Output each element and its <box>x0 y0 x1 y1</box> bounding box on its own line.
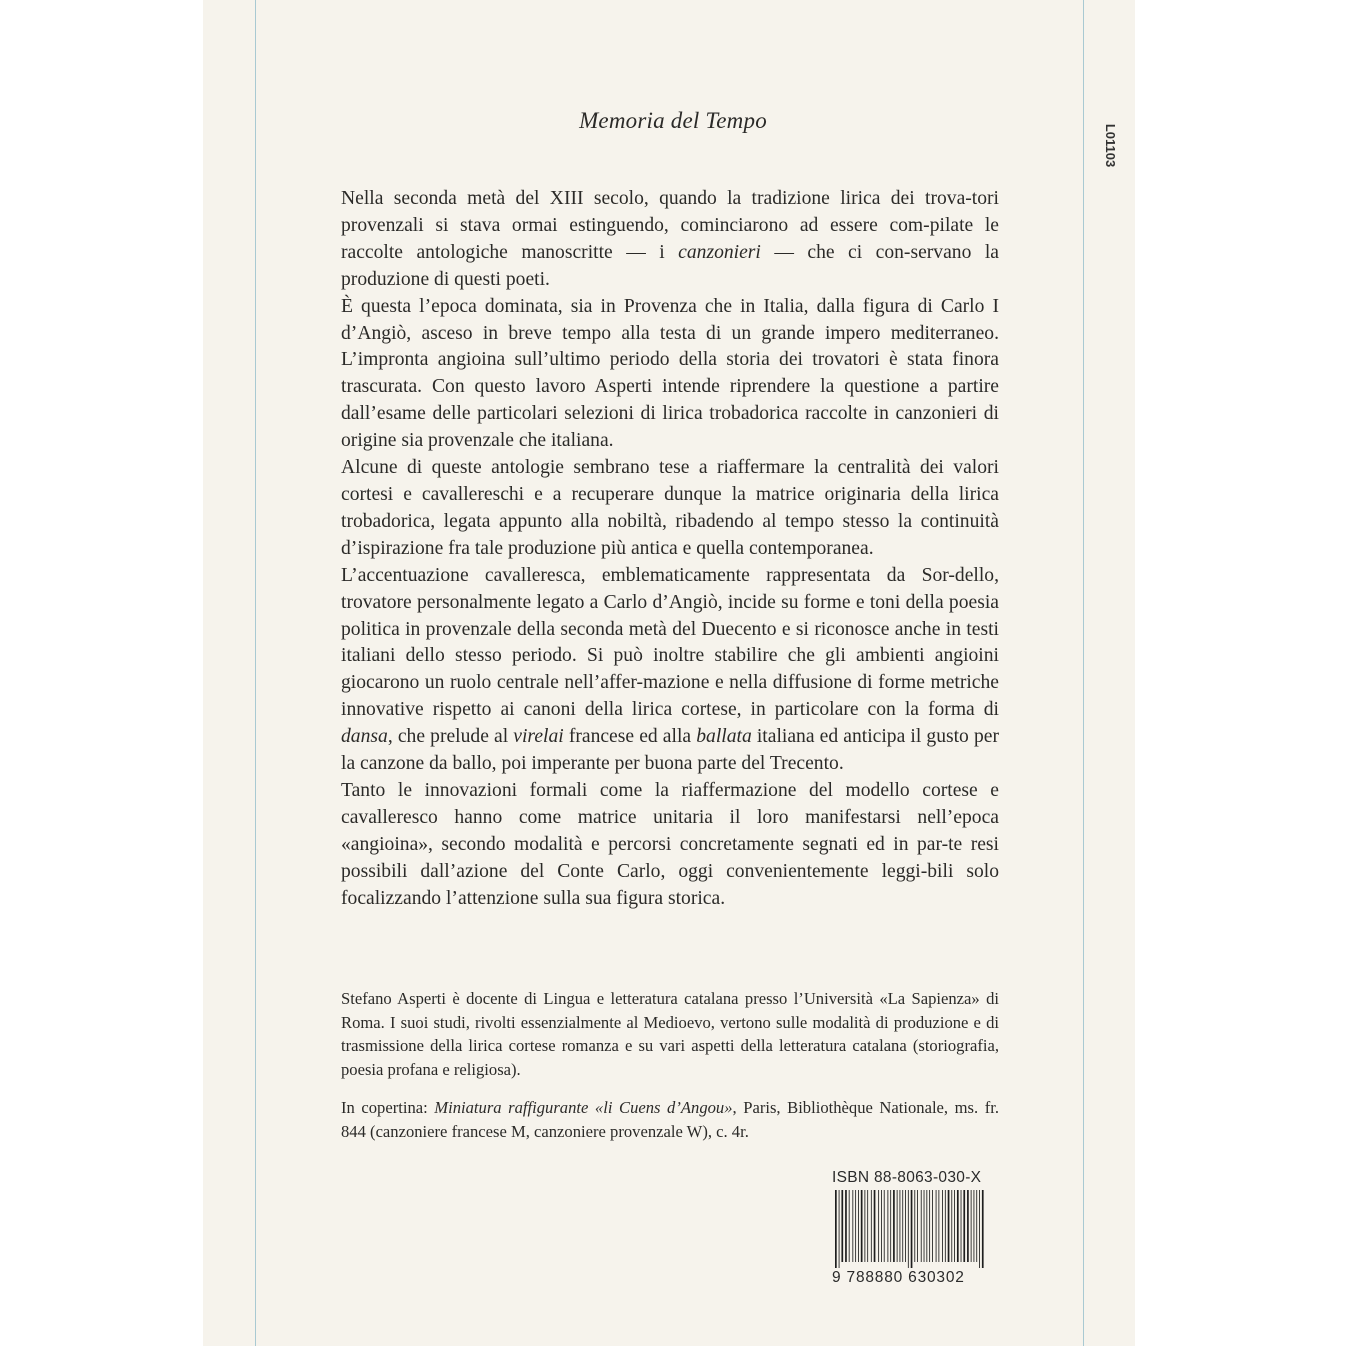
barcode-bar <box>945 1190 946 1262</box>
barcode-bar <box>890 1190 891 1262</box>
cover-credit-title: Miniatura raffigurante «li Cuens d’Angou» <box>434 1098 733 1117</box>
blurb-text-run: italiana ed anticipa il gusto per la canzone da ballo, poi imperante per buona parte del Trecento. <box>341 726 999 775</box>
barcode-bar <box>897 1190 898 1262</box>
barcode-bar <box>905 1190 906 1262</box>
cover-credit-prefix: In copertina: <box>341 1098 435 1117</box>
barcode-bar <box>874 1190 876 1262</box>
blurb-italic-term: dansa <box>341 726 388 748</box>
blurb-text-run: È questa l’epoca dominata, sia in Provenza che in Italia, dalla figura di Carlo I d’Angiò, asceso in breve tempo alla testa di un grande impero mediterraneo. L’impronta angioina sull’ultimo periodo della storia dei trovatori è stata finora trascurata. Con questo lavoro Asperti intende riprendere la questione a partire dall’esame delle particolari selezioni di lirica trobadorica raccolte in canzonieri di origine sia provenzale che italiana. <box>341 295 999 452</box>
barcode-bar <box>858 1190 859 1262</box>
barcode-bar <box>954 1190 955 1262</box>
barcode-bar <box>961 1190 962 1262</box>
barcode-bar <box>884 1190 885 1262</box>
cover-credit-rest: , Paris, Bibliothèque Nationale, ms. fr. 844 (canzoniere francese M, canzoniere provenzale W), c. 4r. <box>341 1098 999 1141</box>
barcode-bar <box>855 1190 856 1262</box>
blurb-text-run: francese ed alla <box>563 726 697 748</box>
barcode-bar <box>938 1190 939 1262</box>
blurb-text-run: Tanto le innovazioni formali come la riaffermazione del modello cortese e cavalleresco hanno come matrice unitaria il loro manifestarsi nell’epoca «angioina», secondo modalità e percorsi concretamente segnati ed in par-te resi possibili dall’azione del Conte Carlo, oggi convenientemente leggi-bili solo focalizzando l’attenzione sulla sua figura storica. <box>341 779 999 909</box>
isbn-label: ISBN 88-8063-030-X <box>832 1169 982 1186</box>
cover-credit-paragraph <box>341 1096 999 1143</box>
barcode-bar <box>951 1190 952 1262</box>
barcode-bar <box>845 1190 847 1262</box>
barcode-bar <box>878 1190 879 1262</box>
side-code-text: L01103 <box>1103 123 1119 167</box>
barcode-bar <box>982 1190 984 1268</box>
barcode-bar <box>887 1190 888 1262</box>
blurb-paragraph <box>341 563 999 778</box>
barcode-bar <box>942 1190 943 1262</box>
blurb-text-run: , che prelude al <box>387 726 514 748</box>
barcode-image <box>832 1190 1000 1268</box>
left-fold-line <box>255 0 256 1346</box>
barcode-bar <box>908 1190 909 1268</box>
barcode-bar <box>932 1190 933 1262</box>
barcode-bar <box>835 1190 837 1268</box>
cover-credit <box>341 1096 999 1143</box>
author-bio-paragraph: Stefano Asperti è docente di Lingua e letteratura catalana presso l’Università «La Sapienza» di Roma. I suoi studi, rivolti essenzialmente al Medioevo, vertono sulle modalità di produzione e di trasmissione della lirica cortese romanza e su vari aspetti della letteratura catalana (storiografia, poesia profana e religiosa). <box>341 989 999 1079</box>
barcode-bar <box>841 1190 843 1262</box>
blurb-text-run: Alcune di queste antologie sembrano tese a riaffermare la centralità dei valori cortesi e cavallereschi e a recuperare dunque la matrice originaria della lirica trobadorica, legata appunto alla nobiltà, ribadendo al tempo stesso la continuità d’ispirazione fra tale produzione più antica e quella contemporanea. <box>341 457 999 559</box>
barcode-bar <box>971 1190 972 1262</box>
barcode-bar <box>979 1190 980 1268</box>
barcode-bar <box>957 1190 959 1262</box>
series-title: Memoria del Tempo <box>579 108 767 133</box>
blurb-paragraph <box>341 455 999 563</box>
barcode-bar <box>849 1190 850 1262</box>
barcode-bar <box>967 1190 969 1262</box>
barcode-bar <box>852 1190 853 1262</box>
barcode-bar <box>917 1190 918 1262</box>
blurb-text-run: L’accentuazione cavalleresca, emblematicamente rappresentata da Sor-dello, trovatore personalmente legato a Carlo d’Angiò, incide su forme e toni della poesia politica in provenzale della seconda metà del Duecento e si riconosce anche in testi italiani dello stesso periodo. Si può inoltre stabilire che gli ambienti angioini giocarono un ruolo centrale nell’affer-mazione e nella diffusione di forme metriche innovative rispetto ai canoni della lirica cortese, in particolare con la forma di <box>341 564 999 721</box>
barcode-bar <box>921 1190 922 1262</box>
barcode-bar <box>839 1190 840 1268</box>
barcode-bar <box>861 1190 863 1262</box>
author-bio <box>341 987 999 1081</box>
blurb-paragraph <box>341 778 999 913</box>
barcode-bar <box>911 1190 913 1268</box>
side-code-label <box>1098 114 1124 176</box>
barcode-bar <box>976 1190 977 1262</box>
barcode-bar <box>914 1190 915 1262</box>
barcode-bar <box>871 1190 872 1262</box>
barcode-bar <box>864 1190 865 1262</box>
barcode-bar <box>963 1190 965 1262</box>
blurb-text <box>341 186 999 912</box>
right-fold-line <box>1083 0 1084 1346</box>
barcode-bar <box>867 1190 868 1262</box>
barcode-bar <box>893 1190 895 1262</box>
barcode-bar <box>924 1190 925 1262</box>
isbn-barcode-block <box>832 1169 1004 1287</box>
blurb-italic-term: ballata <box>696 726 752 748</box>
ean-number: 9 788880 630302 <box>832 1269 965 1286</box>
blurb-text-run: Nella seconda metà del XIII secolo, quando la tradizione lirica dei trova-tori provenzali si stava ormai estinguendo, cominciarono ad essere com-pilate le raccolte antologiche manoscritte — i <box>341 188 999 263</box>
barcode-bar <box>902 1190 903 1262</box>
barcode-bar <box>929 1190 930 1262</box>
barcode-bar <box>974 1190 975 1262</box>
blurb-paragraph <box>341 186 999 294</box>
barcode-bar <box>900 1190 901 1262</box>
blurb-paragraph <box>341 294 999 455</box>
blurb-italic-term: virelai <box>513 726 564 748</box>
blurb-text-run: — che ci con-servano la produzione di questi poeti. <box>341 241 999 290</box>
barcode-bar <box>926 1190 927 1262</box>
barcode-bar <box>936 1190 937 1262</box>
blurb-italic-term: canzonieri <box>678 241 761 263</box>
barcode-bar <box>881 1190 882 1262</box>
barcode-bar <box>948 1190 950 1262</box>
